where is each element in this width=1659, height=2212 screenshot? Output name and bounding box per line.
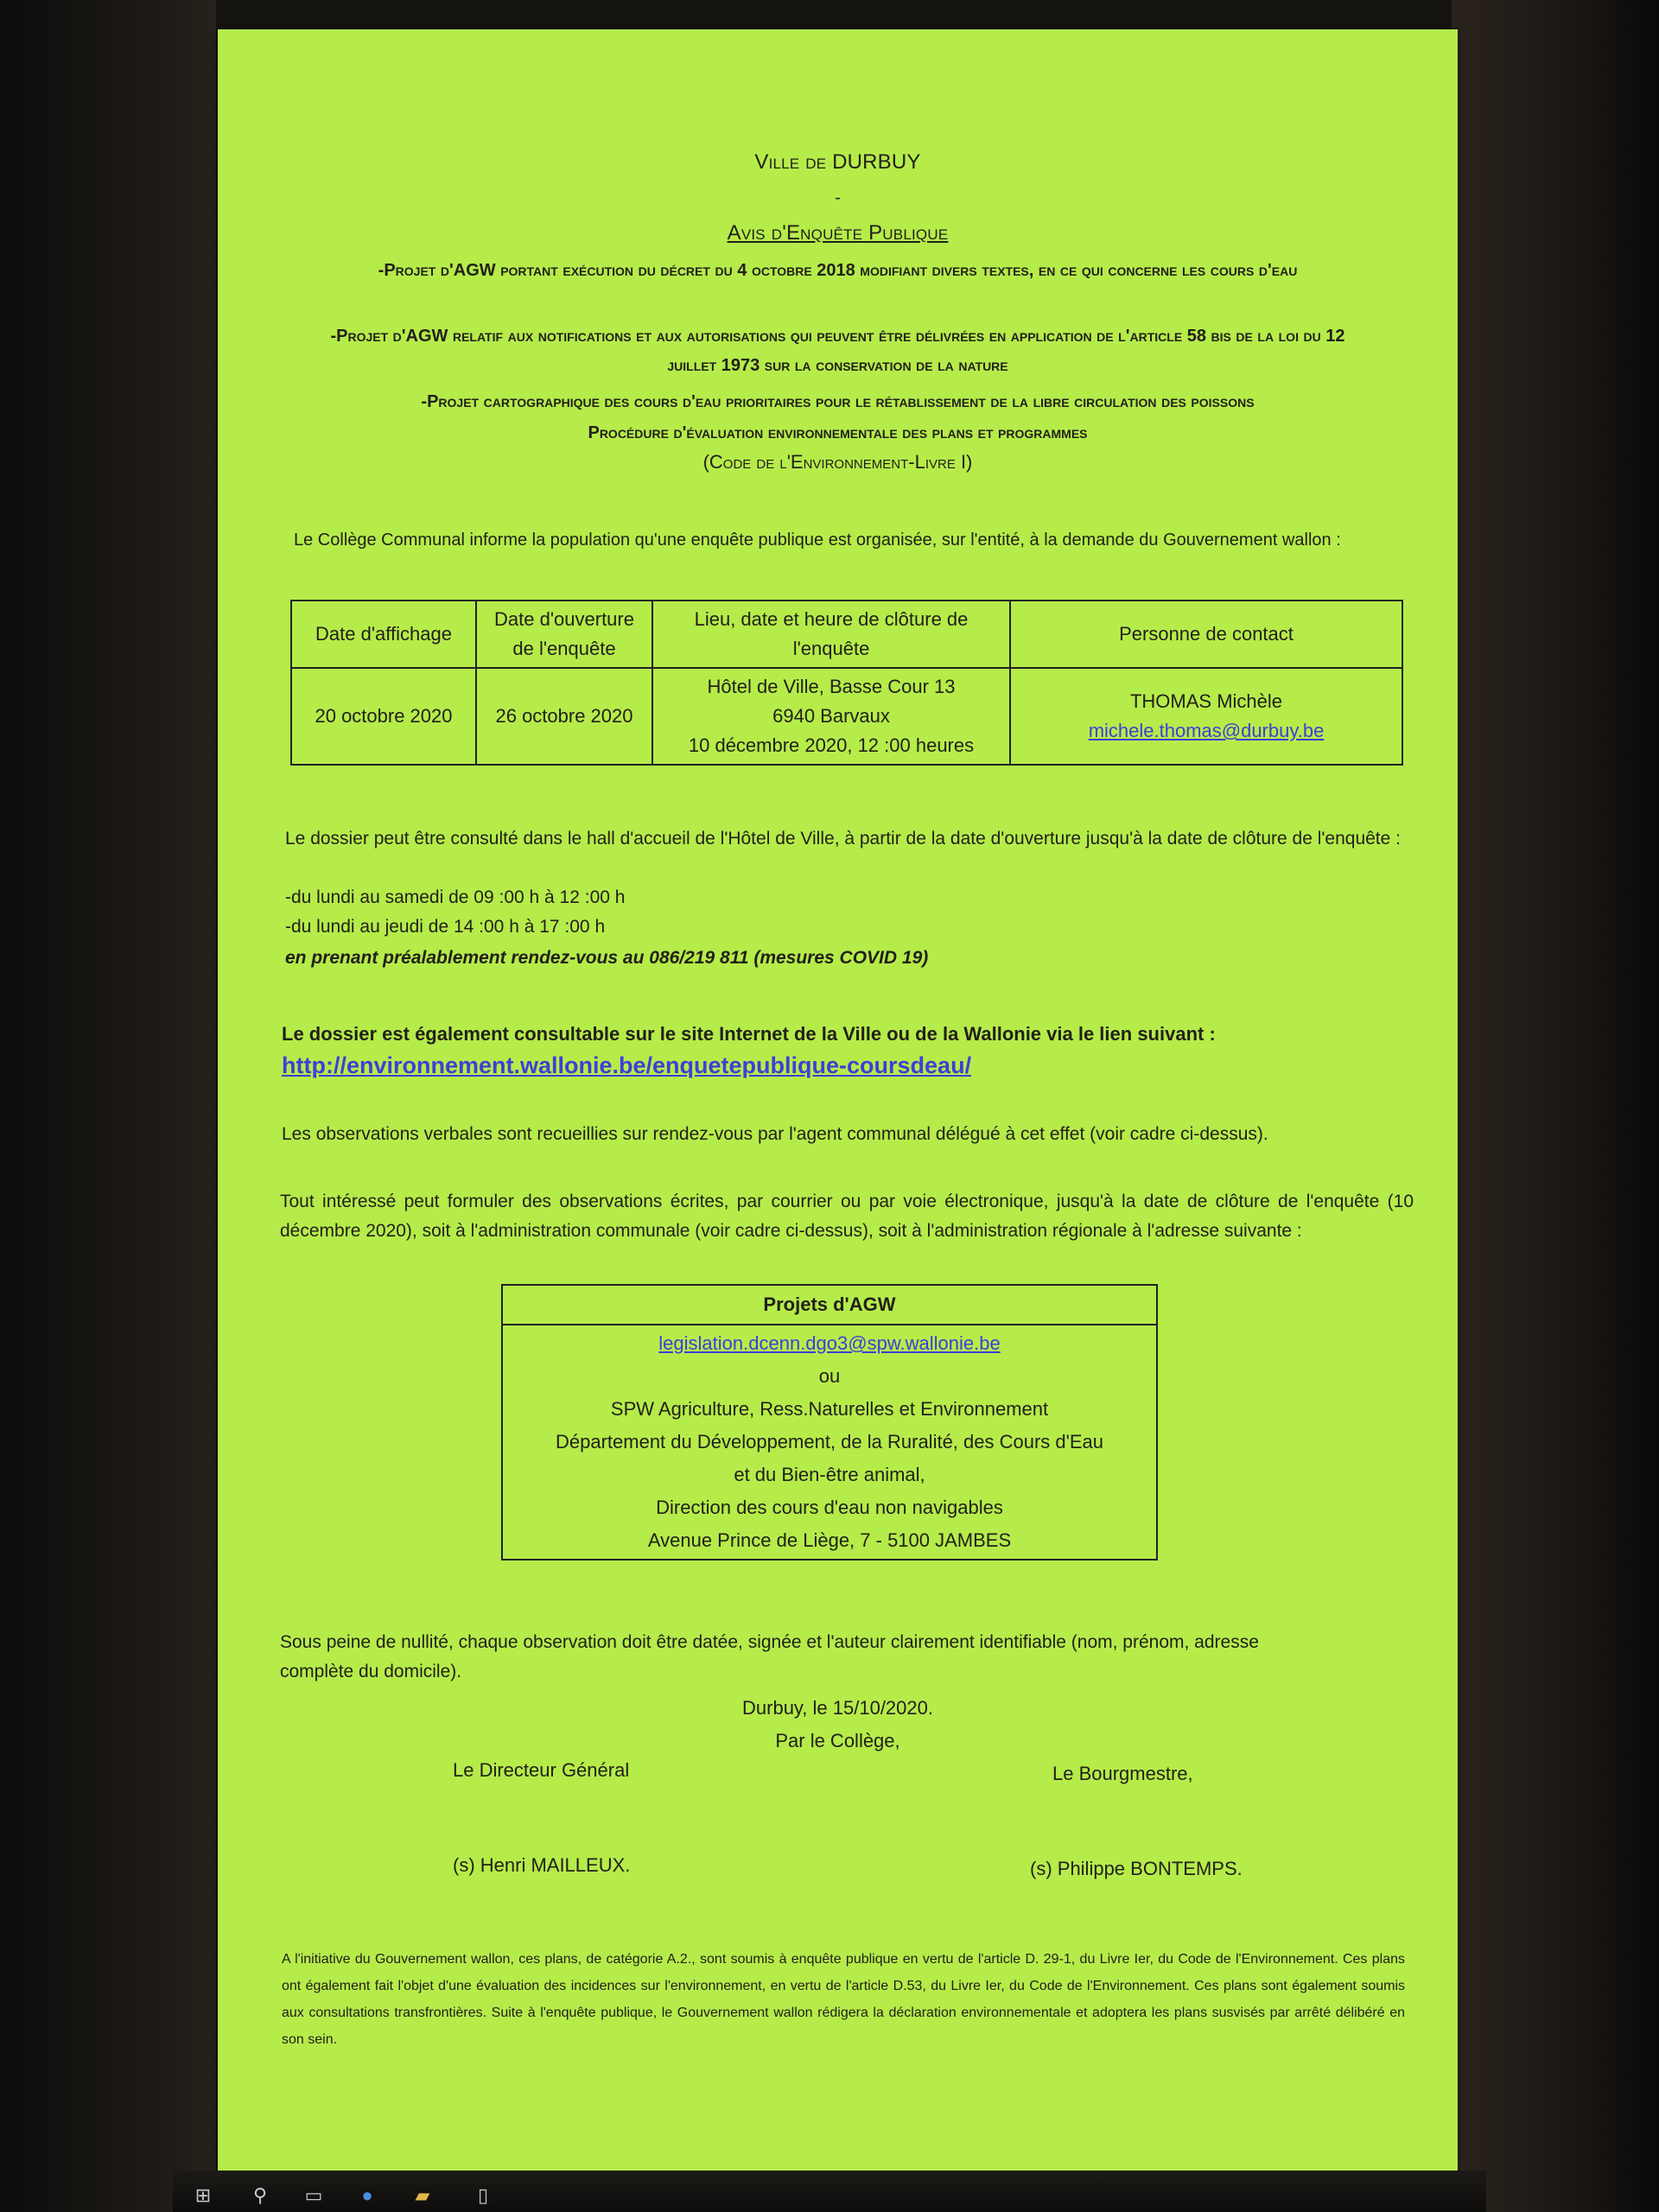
title-dash: - bbox=[835, 188, 841, 207]
consult-hours-2: -du lundi au jeudi de 14 :00 h à 17 :00 h bbox=[285, 917, 606, 937]
project-3: -Projet cartographique des cours d'eau prioritaires pour le rétablissement de la libre circulation des poissons bbox=[421, 392, 1255, 411]
closing-place bbox=[652, 668, 1010, 765]
monitor-bezel-right bbox=[1452, 0, 1659, 2212]
contact-cell bbox=[1010, 668, 1402, 765]
project-2: -Projet d'AGW relatif aux notifications et aux autorisations qui peuvent être délivrées en application de l'article 58 bis de la loi du 12 juillet 1973 sur la conservation de la nature bbox=[330, 327, 1345, 375]
place-line-3: 10 décembre 2020, 12 :00 heures bbox=[688, 734, 975, 756]
intro-paragraph: Le Collège Communal informe la population qu'une enquête publique est organisée, sur l'entité, à la demande du Gouvernement wallon : bbox=[294, 531, 1341, 550]
agw-address-box bbox=[501, 1284, 1158, 1560]
mayor-title: Le Bourgmestre, bbox=[1052, 1763, 1193, 1784]
place-line-1: Hôtel de Ville, Basse Cour 13 bbox=[707, 676, 956, 697]
agw-line-3: et du Bien-être animal, bbox=[734, 1464, 925, 1485]
enquiry-table bbox=[290, 600, 1403, 766]
header-contact: Personne de contact bbox=[1010, 601, 1402, 668]
agw-or: ou bbox=[818, 1365, 841, 1387]
town-title: Ville de DURBUY bbox=[754, 150, 921, 174]
agw-line-5: Avenue Prince de Liège, 7 - 5100 JAMBES bbox=[647, 1529, 1012, 1551]
header-opening-date: Date d'ouverture de l'enquête bbox=[476, 601, 652, 668]
mayor-signature: (s) Philippe BONTEMPS. bbox=[1030, 1858, 1243, 1879]
agw-line-1: SPW Agriculture, Ress.Naturelles et Environnement bbox=[610, 1398, 1049, 1420]
header-display-date: Date d'affichage bbox=[291, 601, 476, 668]
opening-date: 26 octobre 2020 bbox=[476, 668, 652, 765]
public-notice-document bbox=[218, 29, 1458, 2171]
table-row bbox=[291, 668, 1402, 765]
written-observations: Tout intéressé peut formuler des observations écrites, par courrier ou par voie électronique, jusqu'à la date de clôture de l'enquête (10 décembre 2020), soit à l'administration communale (voir cadre ci-dessus), soit à l'administration régionale à l'adresse suivante : bbox=[280, 1192, 1414, 1241]
project-1: -Projet d'AGW portant exécution du décret du 4 octobre 2018 modifiant divers textes, en ce qui concerne les cours d'eau bbox=[378, 261, 1298, 280]
agw-line-2: Département du Développement, de la Ruralité, des Cours d'Eau bbox=[555, 1431, 1103, 1452]
notice-title: Avis d'Enquête Publique bbox=[727, 221, 949, 245]
verbal-observations: Les observations verbales sont recueillies sur rendez-vous par l'agent communal délégué à cet effet (voir cadre ci-dessus). bbox=[282, 1124, 1268, 1144]
table-header-row bbox=[291, 601, 1402, 668]
footnote: A l'initiative du Gouvernement wallon, ces plans, de catégorie A.2., sont soumis à enquête publique en vertu de l'article D. 29-1, du Livre Ier, du Code de l'Environnement. Ces plans ont également fait l'objet d'une évaluation des incidences sur l'environnement, en vertu de l'article D.53, du Livre Ier, du Code de l'Environnement. Ces plans sont également soumis aux consultations transfrontières. Suite à l'enquête publique, le Gouvernement wallon rédigera la déclaration environnementale et adoptera les plans susvisés par arrêté délibéré en son sein. bbox=[282, 1952, 1405, 2047]
director-signature: (s) Henri MAILLEUX. bbox=[453, 1854, 631, 1876]
contact-email-link[interactable]: michele.thomas@durbuy.be bbox=[1088, 720, 1325, 741]
folder-icon[interactable]: ▰ bbox=[415, 2184, 430, 2206]
online-paragraph: Le dossier est également consultable sur le site Internet de la Ville ou de la Wallonie via le lien suivant : bbox=[282, 1023, 1216, 1045]
online-link[interactable]: http://environnement.wallonie.be/enquetepublique-coursdeau/ bbox=[282, 1052, 972, 1078]
monitor-screen bbox=[218, 29, 1458, 2171]
director-title: Le Directeur Général bbox=[453, 1759, 630, 1781]
consult-paragraph: Le dossier peut être consulté dans le hall d'accueil de l'Hôtel de Ville, à partir de la date d'ouverture jusqu'à la date de clôture de l'enquête : bbox=[285, 829, 1401, 849]
agw-email-link[interactable]: legislation.dcenn.dgo3@spw.wallonie.be bbox=[658, 1332, 1001, 1354]
monitor-bezel-left bbox=[0, 0, 216, 2212]
task-view-icon[interactable]: ▭ bbox=[304, 2184, 323, 2206]
edge-icon[interactable]: ● bbox=[361, 2184, 373, 2206]
agw-line-4: Direction des cours d'eau non navigables bbox=[656, 1497, 1003, 1518]
windows-icon[interactable]: ⊞ bbox=[194, 2184, 212, 2206]
agw-box-title: Projets d'AGW bbox=[503, 1286, 1156, 1325]
procedure-line: Procédure d'évaluation environnementale des plans et programmes bbox=[588, 423, 1088, 442]
by-college: Par le Collège, bbox=[775, 1730, 900, 1751]
place-date: Durbuy, le 15/10/2020. bbox=[742, 1697, 933, 1719]
place-line-2: 6940 Barvaux bbox=[772, 705, 890, 727]
taskbar bbox=[173, 2171, 1486, 2212]
contact-name: THOMAS Michèle bbox=[1129, 690, 1283, 712]
header-closing-place: Lieu, date et heure de clôture de l'enquête bbox=[652, 601, 1010, 668]
display-date: 20 octobre 2020 bbox=[291, 668, 476, 765]
file-icon[interactable]: ▯ bbox=[477, 2184, 489, 2206]
consult-hours-1: -du lundi au samedi de 09 :00 h à 12 :00 h bbox=[285, 887, 626, 907]
search-icon[interactable]: ⚲ bbox=[252, 2184, 268, 2206]
appointment-note: en prenant préalablement rendez-vous au 086/219 811 (mesures COVID 19) bbox=[285, 948, 929, 968]
nullity-paragraph: Sous peine de nullité, chaque observation doit être datée, signée et l'auteur clairement identifiable (nom, prénom, adresse complète du domicile). bbox=[280, 1632, 1259, 1681]
code-reference: (Code de l'Environnement-Livre I) bbox=[702, 451, 973, 473]
